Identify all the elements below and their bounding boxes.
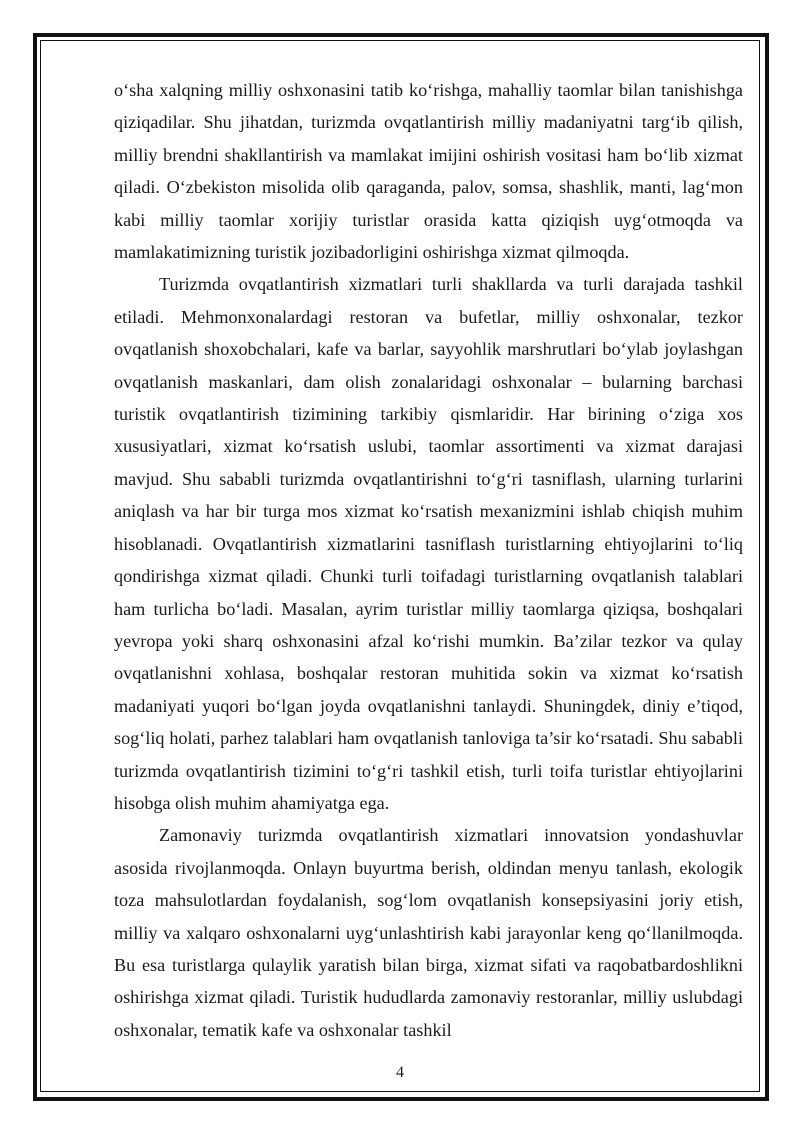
page-number: 4 [396, 1064, 404, 1081]
document-body [114, 74, 743, 1046]
paragraph-3: Zamonaviy turizmda ovqatlantirish xizmatlari innovatsion yondashuvlar asosida rivojlanmoqda. Onlayn buyurtma berish, oldindan menyu tanlash, ekologik toza mahsulotlardan foydalanish, sog‘lom ovqatlanish konsepsiyasini joriy etish, milliy va xalqaro oshxonalarni uyg‘unlashtirish kabi jarayonlar keng qo‘llanilmoqda. Bu esa turistlarga qulaylik yaratish bilan birga, xizmat sifati va raqobatbardoshlikni oshirishga xizmat qiladi. Turistik hududlarda zamonaviy restoranlar, milliy uslubdagi oshxonalar, tematik kafe va oshxonalar tashkil [114, 825, 743, 1040]
paragraph-1: o‘sha xalqning milliy oshxonasini tatib ko‘rishga, mahalliy taomlar bilan tanishishga qiziqadilar. Shu jihatdan, turizmda ovqatlantirish milliy madaniyatni targ‘ib qilish, milliy brendni shakllantirish va mamlakat imijini oshirish vositasi ham bo‘lib xizmat qiladi. O‘zbekiston misolida olib qaraganda, palov, somsa, shashlik, manti, lag‘mon kabi milliy taomlar xorijiy turistlar orasida katta qiziqish uyg‘otmoqda va mamlakatimizning turistik jozibadorligini oshirishga xizmat qilmoqda. [114, 80, 743, 263]
paragraph-2: Turizmda ovqatlantirish xizmatlari turli shakllarda va turli darajada tashkil etiladi. Mehmonxonalardagi restoran va bufetlar, milliy oshxonalar, tezkor ovqatlanish shoxobchalari, kafe va barlar, sayyohlik marshrutlari bo‘ylab joylashgan ovqatlanish maskanlari, dam olish zonalaridagi oshxonalar – bularning barchasi turistik ovqatlantirish tizimining tarkibiy qismlaridir. Har birining o‘ziga xos xususiyatlari, xizmat ko‘rsatish uslubi, taomlar assortimenti va xizmat darajasi mavjud. Shu sababli turizmda ovqatlantirishni to‘g‘ri tasniflash, ularning turlarini aniqlash va har bir turga mos xizmat ko‘rsatish mexanizmini ishlab chiqish muhim hisoblanadi. Ovqatlantirish xizmatlarini tasniflash turistlarning ehtiyojlarini to‘liq qondirishga xizmat qiladi. Chunki turli toifadagi turistlarning ovqatlanish talablari ham turlicha bo‘ladi. Masalan, ayrim turistlar milliy taomlarga qiziqsa, boshqalari yevropa yoki sharq oshxonasini afzal ko‘rishi mumkin. Ba’zilar tezkor va qulay ovqatlanishni xohlasa, boshqalar restoran muhitida sokin va xizmat ko‘rsatish madaniyati yuqori bo‘lgan joyda ovqatlanishni tanlaydi. Shuningdek, diniy e’tiqod, sog‘liq holati, parhez talablari ham ovqatlanish tanloviga ta’sir ko‘rsatadi. Shu sababli turizmda ovqatlantirish tizimini to‘g‘ri tashkil etish, turli toifa turistlar ehtiyojlarini hisobga olish muhim ahamiyatga ega. [114, 274, 743, 813]
